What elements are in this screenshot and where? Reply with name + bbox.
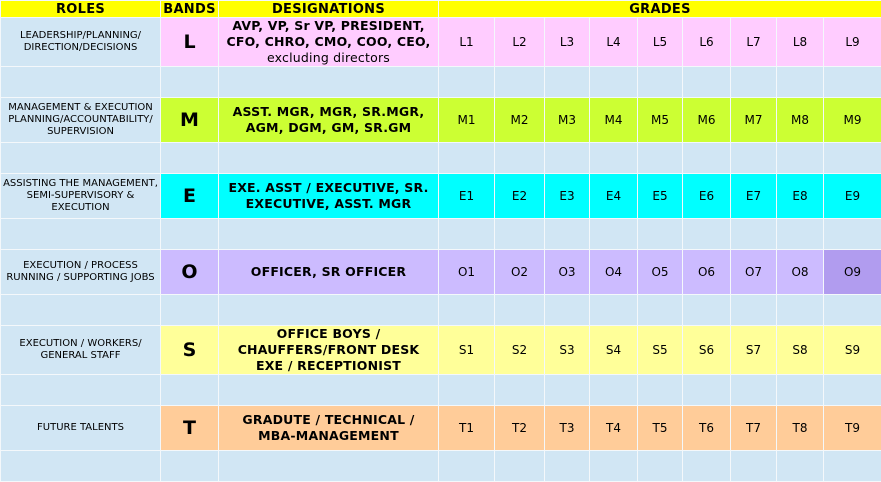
spacer-cell (683, 295, 731, 326)
spacer-row (1, 219, 881, 250)
grade-cell: L1 (439, 18, 495, 67)
table-row (1, 250, 881, 295)
grade-cell: T3 (545, 406, 590, 451)
spacer-cell (731, 375, 777, 406)
grade-cell: M3 (545, 98, 590, 143)
grade-cell: T8 (777, 406, 824, 451)
grade-cell: O4 (590, 250, 638, 295)
band-cell: M (161, 98, 219, 143)
designation-cell (219, 18, 439, 67)
spacer-cell (824, 67, 881, 98)
spacer-cell (824, 451, 881, 482)
grade-cell: M7 (731, 98, 777, 143)
designation-cell (219, 326, 439, 375)
spacer-cell (777, 451, 824, 482)
spacer-cell (590, 375, 638, 406)
designation-note: excluding directors (219, 50, 438, 66)
table-body (1, 18, 881, 482)
header-row (1, 1, 881, 18)
grade-cell: S4 (590, 326, 638, 375)
designation-cell (219, 406, 439, 451)
table-row (1, 326, 881, 375)
spacer-cell (495, 451, 545, 482)
spacer-cell (638, 143, 683, 174)
spacer-cell (1, 219, 161, 250)
spacer-cell (439, 295, 495, 326)
spacer-cell (824, 295, 881, 326)
spacer-cell (495, 375, 545, 406)
spacer-cell (777, 219, 824, 250)
spacer-cell (439, 143, 495, 174)
spacer-cell (219, 219, 439, 250)
band-cell: L (161, 18, 219, 67)
spacer-cell (590, 67, 638, 98)
spacer-cell (219, 67, 439, 98)
grade-cell: M2 (495, 98, 545, 143)
spacer-cell (777, 375, 824, 406)
spacer-cell (161, 219, 219, 250)
grade-cell: E2 (495, 174, 545, 219)
grade-cell: L3 (545, 18, 590, 67)
grade-cell: S3 (545, 326, 590, 375)
grade-cell: S9 (824, 326, 881, 375)
grade-cell: E8 (777, 174, 824, 219)
role-cell: LEADERSHIP/PLANNING/ DIRECTION/DECISIONS (1, 18, 161, 67)
grade-cell: M4 (590, 98, 638, 143)
spacer-cell (545, 451, 590, 482)
spacer-cell (731, 143, 777, 174)
band-cell: E (161, 174, 219, 219)
header-grades: GRADES (439, 1, 881, 18)
grade-cell: T4 (590, 406, 638, 451)
spacer-row (1, 295, 881, 326)
designation-line: EXECUTIVE, ASST. MGR (219, 196, 438, 212)
grade-cell: S6 (683, 326, 731, 375)
grade-cell: M6 (683, 98, 731, 143)
table-row (1, 98, 881, 143)
spacer-cell (161, 67, 219, 98)
grade-cell: T7 (731, 406, 777, 451)
spacer-cell (683, 143, 731, 174)
grade-cell: O5 (638, 250, 683, 295)
spacer-cell (590, 451, 638, 482)
spacer-cell (638, 451, 683, 482)
spacer-cell (731, 295, 777, 326)
grade-cell: E5 (638, 174, 683, 219)
spacer-cell (731, 67, 777, 98)
designation-cell (219, 98, 439, 143)
band-cell: S (161, 326, 219, 375)
header-roles: ROLES (1, 1, 161, 18)
grade-cell: L2 (495, 18, 545, 67)
spacer-cell (219, 451, 439, 482)
grade-cell: E7 (731, 174, 777, 219)
spacer-cell (439, 67, 495, 98)
spacer-cell (590, 143, 638, 174)
designation-line: AVP, VP, Sr VP, PRESIDENT, (219, 18, 438, 34)
grade-cell: E4 (590, 174, 638, 219)
grade-cell: E9 (824, 174, 881, 219)
role-cell: ASSISTING THE MANAGEMENT, SEMI-SUPERVISORY & EXECUTION (1, 174, 161, 219)
grade-cell: L7 (731, 18, 777, 67)
grade-cell: M5 (638, 98, 683, 143)
spacer-cell (638, 375, 683, 406)
spacer-cell (545, 295, 590, 326)
spacer-cell (683, 219, 731, 250)
designation-line: EXE / RECEPTIONIST (219, 358, 438, 374)
grade-cell: L8 (777, 18, 824, 67)
designation-line: OFFICER, SR OFFICER (219, 264, 438, 280)
spacer-cell (439, 451, 495, 482)
designation-line: OFFICE BOYS / (219, 326, 438, 342)
spacer-cell (161, 143, 219, 174)
grade-cell: T6 (683, 406, 731, 451)
designation-cell (219, 250, 439, 295)
spacer-cell (731, 451, 777, 482)
designation-line: AGM, DGM, GM, SR.GM (219, 120, 438, 136)
grade-cell: L6 (683, 18, 731, 67)
spacer-row (1, 451, 881, 482)
grade-cell: O9 (824, 250, 881, 295)
spacer-cell (219, 295, 439, 326)
grade-cell: T5 (638, 406, 683, 451)
role-cell: EXECUTION / PROCESS RUNNING / SUPPORTING JOBS (1, 250, 161, 295)
designation-line: GRADUTE / TECHNICAL / (219, 412, 438, 428)
grade-cell: O3 (545, 250, 590, 295)
spacer-cell (1, 295, 161, 326)
spacer-cell (824, 219, 881, 250)
grade-cell: M9 (824, 98, 881, 143)
spacer-cell (495, 67, 545, 98)
designation-cell (219, 174, 439, 219)
spacer-cell (590, 219, 638, 250)
header-designations: DESIGNATIONS (219, 1, 439, 18)
spacer-cell (683, 375, 731, 406)
designation-line: ASST. MGR, MGR, SR.MGR, (219, 104, 438, 120)
grade-cell: E3 (545, 174, 590, 219)
grade-cell: L9 (824, 18, 881, 67)
spacer-cell (439, 219, 495, 250)
grade-cell: O8 (777, 250, 824, 295)
grade-cell: M1 (439, 98, 495, 143)
spacer-cell (545, 67, 590, 98)
spacer-cell (161, 375, 219, 406)
grade-cell: T1 (439, 406, 495, 451)
spacer-cell (777, 143, 824, 174)
grade-cell: T2 (495, 406, 545, 451)
spacer-cell (638, 295, 683, 326)
spacer-cell (1, 375, 161, 406)
spacer-cell (545, 375, 590, 406)
spacer-cell (1, 451, 161, 482)
spacer-cell (545, 143, 590, 174)
spacer-row (1, 375, 881, 406)
grade-cell: T9 (824, 406, 881, 451)
spacer-cell (161, 451, 219, 482)
spacer-cell (495, 219, 545, 250)
table-row (1, 174, 881, 219)
designation-line: MBA-MANAGEMENT (219, 428, 438, 444)
spacer-cell (777, 67, 824, 98)
grade-cell: S1 (439, 326, 495, 375)
grade-cell: O6 (683, 250, 731, 295)
spacer-cell (777, 295, 824, 326)
role-cell: FUTURE TALENTS (1, 406, 161, 451)
table-row (1, 406, 881, 451)
grade-cell: L5 (638, 18, 683, 67)
band-cell: O (161, 250, 219, 295)
spacer-cell (683, 451, 731, 482)
grade-cell: S2 (495, 326, 545, 375)
grade-cell: E1 (439, 174, 495, 219)
spacer-cell (1, 67, 161, 98)
grade-cell: S7 (731, 326, 777, 375)
spacer-cell (638, 67, 683, 98)
band-cell: T (161, 406, 219, 451)
spacer-cell (439, 375, 495, 406)
spacer-cell (824, 143, 881, 174)
table-row (1, 18, 881, 67)
designation-line: CFO, CHRO, CMO, COO, CEO, (219, 34, 438, 50)
spacer-cell (219, 375, 439, 406)
spacer-cell (495, 295, 545, 326)
designation-line: EXE. ASST / EXECUTIVE, SR. (219, 180, 438, 196)
spacer-cell (161, 295, 219, 326)
role-cell: MANAGEMENT & EXECUTION PLANNING/ACCOUNTABILITY/ SUPERVISION (1, 98, 161, 143)
grade-cell: L4 (590, 18, 638, 67)
spacer-cell (495, 143, 545, 174)
spacer-cell (219, 143, 439, 174)
grade-cell: O7 (731, 250, 777, 295)
role-cell: EXECUTION / WORKERS/ GENERAL STAFF (1, 326, 161, 375)
spacer-row (1, 143, 881, 174)
spacer-cell (590, 295, 638, 326)
spacer-cell (683, 67, 731, 98)
header-bands: BANDS (161, 1, 219, 18)
grade-cell: E6 (683, 174, 731, 219)
grade-cell: O2 (495, 250, 545, 295)
grade-cell: S5 (638, 326, 683, 375)
grade-cell: S8 (777, 326, 824, 375)
spacer-cell (731, 219, 777, 250)
spacer-cell (545, 219, 590, 250)
spacer-cell (1, 143, 161, 174)
spacer-cell (824, 375, 881, 406)
spacer-cell (638, 219, 683, 250)
grade-cell: O1 (439, 250, 495, 295)
grade-cell: M8 (777, 98, 824, 143)
spacer-row (1, 67, 881, 98)
designation-line: CHAUFFERS/FRONT DESK (219, 342, 438, 358)
